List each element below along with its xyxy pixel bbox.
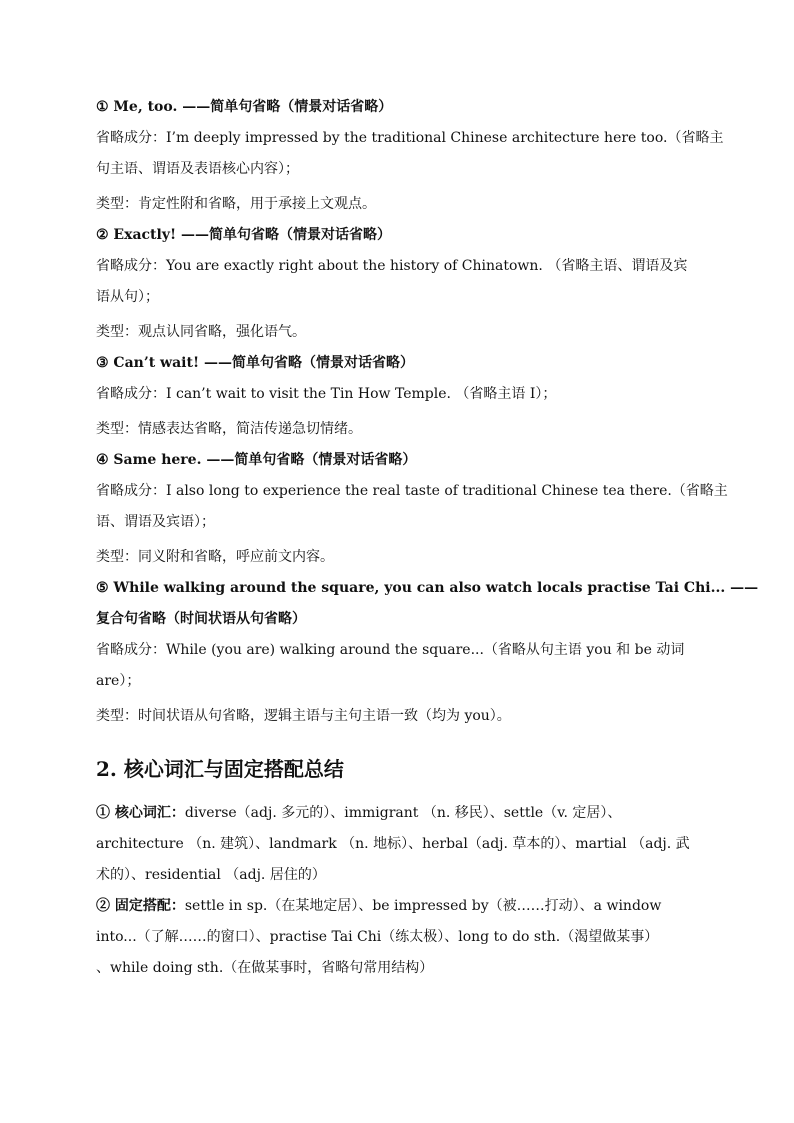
- item-omit-line: 省略成分：I’m deeply impressed by the traditional Chinese architecture here too.（省略主: [96, 130, 724, 146]
- vocab-label: ① 核心词汇：: [96, 805, 185, 821]
- item-title: ⑤ While walking around the square, you can also watch locals practise Tai Chi... ——: [96, 580, 759, 596]
- ellipsis-item-5: [96, 573, 759, 732]
- phrase-line: settle in sp.（在某地定居）、be impressed by（被……打动）、a window: [184, 898, 662, 914]
- item-omit-line: 省略成分：While (you are) walking around the square...（省略从句主语 you 和 be 动词: [96, 642, 685, 658]
- item-omit-line: 语从句）；: [96, 289, 159, 305]
- phrase-label: ② 固定搭配：: [96, 898, 185, 914]
- item-type: 类型：观点认同省略，强化语气。: [96, 324, 306, 340]
- item-type: 类型：同义附和省略，呼应前文内容。: [96, 549, 334, 565]
- vocab-line: 术的）、residential （adj. 居住的）: [96, 867, 326, 883]
- section-heading: 2. 核心词汇与固定搭配总结: [96, 757, 344, 781]
- phrase-block: [96, 891, 696, 984]
- item-omit-line: 语、谓语及宾语）；: [96, 514, 215, 530]
- vocab-block: [96, 798, 696, 891]
- phrase-line: 、while doing sth.（在做某事时，省略句常用结构）: [96, 960, 434, 976]
- vocab-line: diverse（adj. 多元的）、immigrant （n. 移民）、settle（v. 定居）、: [184, 805, 622, 821]
- document-page: [96, 92, 759, 984]
- item-omit-line: 句主语、谓语及表语核心内容）；: [96, 161, 299, 177]
- item-omit-line: 省略成分：I also long to experience the real taste of traditional Chinese tea there.（省略主: [96, 483, 728, 499]
- ellipsis-item-1: [96, 92, 724, 220]
- item-omit-line: 省略成分：I can’t wait to visit the Tin How Temple. （省略主语 I）；: [96, 386, 557, 402]
- item-omit-line: 省略成分：You are exactly right about the history of Chinatown. （省略主语、谓语及宾: [96, 258, 688, 274]
- item-type: 类型：肯定性附和省略，用于承接上文观点。: [96, 196, 376, 212]
- item-title: ① Me, too. ——简单句省略（情景对话省略）: [96, 99, 393, 115]
- phrase-line: into...（了解……的窗口）、practise Tai Chi（练太极）、long to do sth.（渴望做某事）: [96, 929, 659, 945]
- item-omit-line: are）；: [96, 673, 141, 689]
- item-title: ② Exactly! ——简单句省略（情景对话省略）: [96, 227, 391, 243]
- vocab-line: architecture （n. 建筑）、landmark （n. 地标）、herbal（adj. 草本的）、martial （adj. 武: [96, 836, 690, 852]
- item-title: ③ Can’t wait! ——简单句省略（情景对话省略）: [96, 355, 414, 371]
- item-title-continued: 复合句省略（时间状语从句省略）: [96, 611, 306, 627]
- item-type: 类型：情感表达省略，简洁传递急切情绪。: [96, 421, 362, 437]
- ellipsis-item-3: [96, 348, 696, 445]
- ellipsis-item-2: [96, 220, 696, 348]
- item-title: ④ Same here. ——简单句省略（情景对话省略）: [96, 452, 417, 468]
- ellipsis-item-4: [96, 445, 728, 573]
- item-type: 类型：时间状语从句省略，逻辑主语与主句主语一致（均为 you）。: [96, 708, 511, 724]
